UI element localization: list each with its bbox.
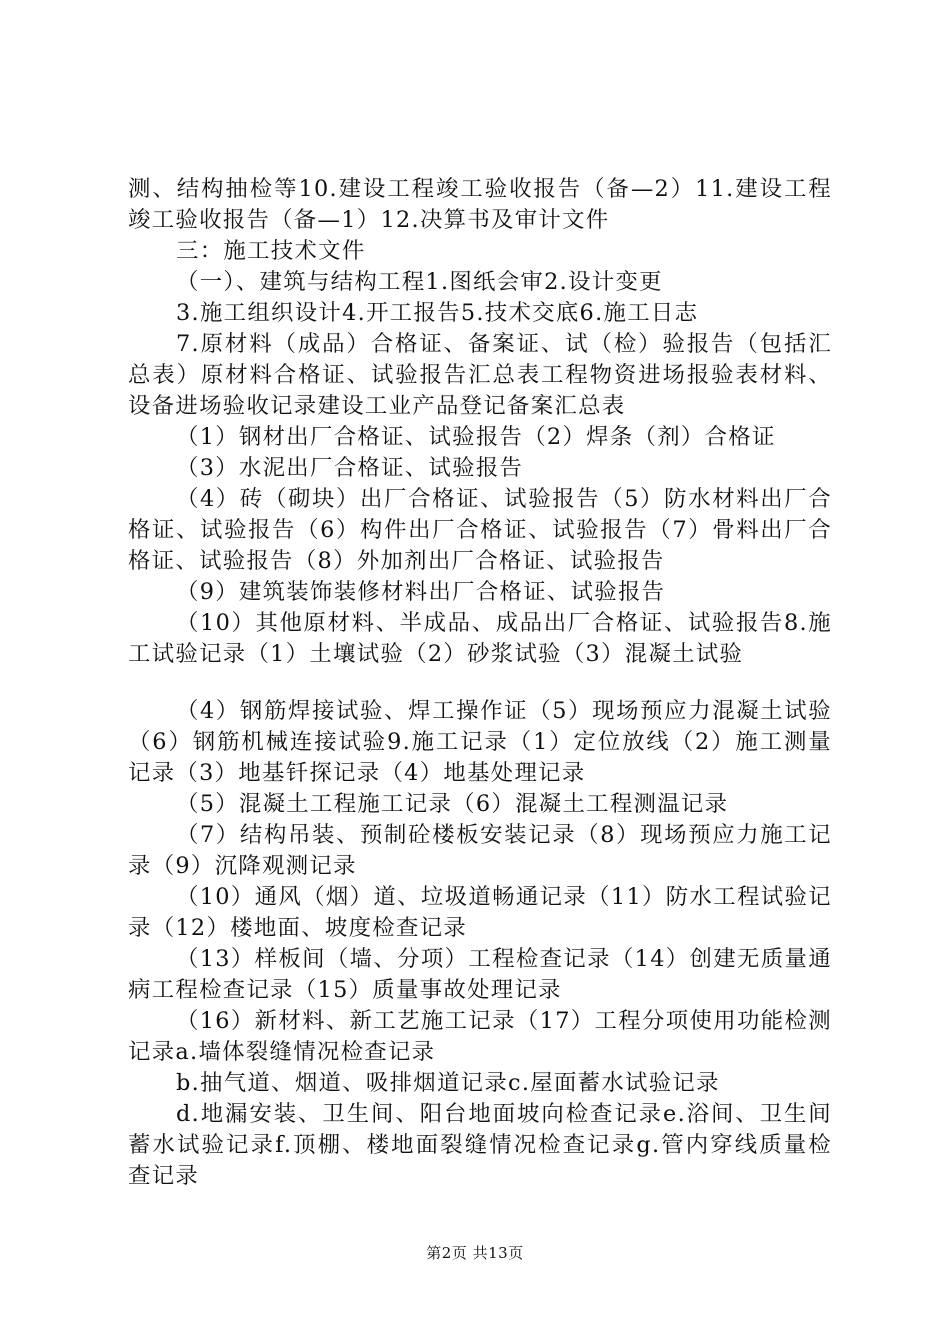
paragraph-7: （3）水泥出厂合格证、试验报告 [176,455,524,481]
paragraph-12: （5）混凝土工程施工记录（6）混凝土工程测温记录 [176,791,729,817]
page-number-footer: 第2页 共13页 [426,1244,524,1262]
paragraph-11: （4）钢筋焊接试验、焊工操作证（5）现场预应力混凝土试验（6）钢筋机械连接试验9.施工记录（1）定位放线（2）施工测量记录（3）地基钎探记录（4）地基处理记录 [128,698,832,786]
paragraph-8: （4）砖（砌块）出厂合格证、试验报告（5）防水材料出厂合格证、试验报告（6）构件出厂合格证、试验报告（7）骨料出厂合格证、试验报告（8）外加剂出厂合格证、试验报告 [128,486,832,574]
paragraph-15: （13）样板间（墙、分项）工程检查记录（14）创建无质量通病工程检查记录（15）质量事故处理记录 [128,946,832,1003]
paragraph-17: b.抽气道、烟道、吸排烟道记录c.屋面蓄水试验记录 [176,1070,720,1096]
paragraph-13: （7）结构吊装、预制砼楼板安装记录（8）现场预应力施工记录（9）沉降观测记录 [128,822,832,879]
paragraph-3: （一）、建筑与结构工程1.图纸会审2.设计变更 [176,269,663,295]
paragraph-9: （9）建筑装饰装修材料出厂合格证、试验报告 [176,579,666,605]
section-heading: 三：施工技术文件 [176,238,366,264]
paragraph-18: d.地漏安装、卫生间、阳台地面坡向检查记录e.浴间、卫生间蓄水试验记录f.顶棚、楼地面裂缝情况检查记录g.管内穿线质量检查记录 [128,1101,832,1189]
document-body [128,174,832,1192]
paragraph-6: （1）钢材出厂合格证、试验报告（2）焊条（剂）合格证 [176,424,776,450]
paragraph-4: 3.施工组织设计4.开工报告5.技术交底6.施工日志 [176,300,699,326]
paragraph-14: （10）通风（烟）道、垃圾道畅通记录（11）防水工程试验记录（12）楼地面、坡度检查记录 [128,884,832,941]
paragraph-10: （10）其他原材料、半成品、成品出厂合格证、试验报告8.施工试验记录（1）土壤试验（2）砂浆试验（3）混凝土试验 [128,610,832,667]
paragraph-1: 测、结构抽检等10.建设工程竣工验收报告（备—2）11.建设工程竣工验收报告（备—1）12.决算书及审计文件 [128,176,832,233]
paragraph-5: 7.原材料（成品）合格证、备案证、试（检）验报告（包括汇总表）原材料合格证、试验报告汇总表工程物资进场报验表材料、设备进场验收记录建设工业产品登记备案汇总表 [128,331,832,419]
paragraph-16: （16）新材料、新工艺施工记录（17）工程分项使用功能检测记录a.墙体裂缝情况检查记录 [128,1008,832,1065]
